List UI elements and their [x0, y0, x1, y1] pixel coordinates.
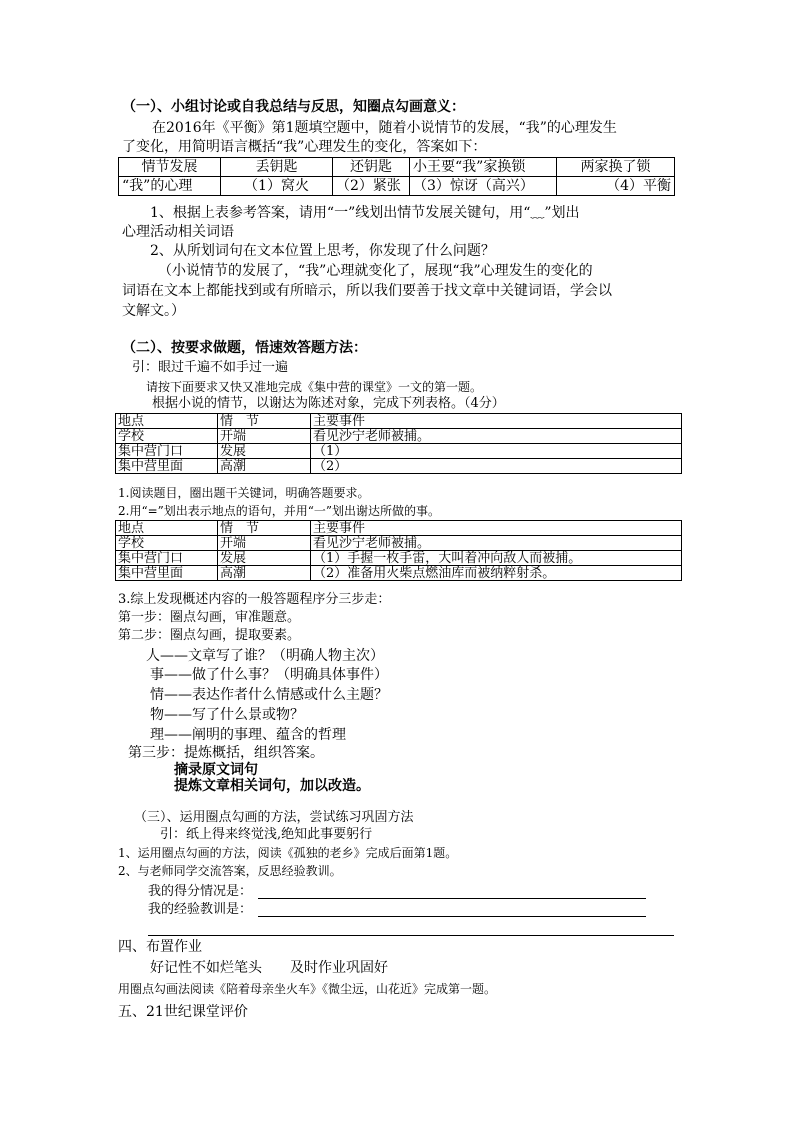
table-cell: （4）平衡: [557, 177, 675, 196]
table-cell: 学校: [116, 429, 218, 444]
step-three: 第三步：提炼概括，组织答案。: [128, 745, 324, 761]
homework-motto: 好记性不如烂笔头 及时作业巩固好: [150, 960, 388, 976]
step3-text: 3.综上发现概述内容的一般答题程序分三步走：: [118, 592, 391, 607]
answer-line1: （小说情节的发展了，“我”心理就变化了，展现“我”心理发生的变化的: [158, 263, 593, 279]
table-cell: （3）惊讶（高兴）: [410, 177, 557, 196]
table-cell: 发展: [218, 551, 311, 566]
question1-line1: 1、根据上表参考答案，请用“一”线划出情节发展关键句，用“﹏”划出: [150, 205, 580, 221]
table-cell: 发展: [218, 444, 311, 459]
table-row: [116, 459, 682, 474]
section5-heading: 五、21世纪课堂评价: [118, 1004, 248, 1020]
section3-item1: 1、运用圈点勾画的方法，阅读《孤独的老乡》完成后面第1题。: [118, 846, 458, 860]
table-cell: （2）准备用火柴点燃油库而被纳粹射杀。: [311, 566, 682, 581]
table-cell: 集中营门口: [116, 551, 218, 566]
psychology-table: [118, 157, 675, 196]
section2-instruction: 请按下面要求又快又准地完成《集中营的课堂》一文的第一题。: [146, 380, 483, 394]
table-cell: 集中营里面: [116, 566, 218, 581]
method-excerpt: 摘录原文词句: [174, 762, 258, 778]
table-cell: 集中营里面: [116, 459, 218, 474]
lesson-label: 我的经验教训是：: [148, 902, 253, 917]
table-row: [116, 444, 682, 459]
table-cell: 学校: [116, 536, 218, 551]
table-cell: （1）手握一枚手雷，大叫着冲向敌人而被捕。: [311, 551, 682, 566]
section1-intro-line2: 了变化，用简明语言概括“我”心理发生的变化，答案如下：: [122, 139, 487, 155]
question2: 2、从所划词句在文本位置上思考，你发现了什么问题？: [150, 243, 495, 259]
table-cell: 小王要“我”家换锁: [410, 158, 557, 177]
table-cell: 高潮: [218, 566, 311, 581]
table-cell: 主要事件: [311, 414, 682, 429]
table-row: [116, 566, 682, 581]
table-cell: 情节发展: [119, 158, 221, 177]
step-two: 第二步：圈点勾画，提取要素。: [118, 628, 301, 643]
table-cell: 高潮: [218, 459, 311, 474]
section2-task: 根据小说的情节，以谢达为陈述对象，完成下列表格。（4分）: [152, 396, 505, 411]
table-cell: 集中营门口: [116, 444, 218, 459]
table-cell: 情 节: [218, 414, 311, 429]
table-cell: 开端: [218, 429, 311, 444]
element-person: 人——文章写了谁？（明确人物主次）: [146, 648, 384, 664]
step1-text: 1.阅读题目，圈出题干关键词，明确答题要求。: [118, 486, 370, 500]
lesson-answer-line[interactable]: [258, 916, 646, 917]
section3-item2: 2、与老师同学交流答案，反思经验教训。: [118, 864, 342, 878]
table-cell: 看见沙宁老师被捕。: [311, 536, 682, 551]
element-reason: 理——阐明的事理、蕴含的哲理: [150, 727, 346, 743]
table-cell: 主要事件: [311, 521, 682, 536]
section1-heading: （一）、小组讨论或自我总结与反思，知圈点勾画意义：: [122, 99, 465, 115]
question1-line2: 心理活动相关词语: [122, 224, 234, 240]
table-cell: 两家换了锁: [557, 158, 675, 177]
table-row: [116, 429, 682, 444]
plot-table-blank: [115, 413, 682, 474]
answer-line2: 词语在文本上都能找到或有所暗示，所以我们要善于找文章中关键词语，学会以: [122, 283, 612, 299]
table-row: [116, 551, 682, 566]
table-row: [116, 414, 682, 429]
table-cell: （2）: [311, 459, 682, 474]
table-row: [116, 521, 682, 536]
table-cell: 还钥匙: [333, 158, 410, 177]
plot-table-answered: [115, 520, 682, 581]
step2-text: 2.用“=”划出表示地点的语句，并用“一”划出谢达所做的事。: [118, 504, 441, 518]
score-answer-line[interactable]: [258, 898, 646, 899]
table-row: [119, 158, 675, 177]
table-cell: 地点: [116, 414, 218, 429]
section1-intro-line1: 在2016年《平衡》第1题填空题中，随着小说情节的发展，“我”的心理发生: [152, 120, 617, 136]
table-cell: （2）紧张: [333, 177, 410, 196]
answer-line3: 文解文。）: [122, 303, 185, 319]
step-one: 第一步：圈点勾画，审准题意。: [118, 610, 301, 625]
table-cell: （1）窝火: [221, 177, 333, 196]
element-emotion: 情——表达作者什么情感或什么主题？: [150, 687, 388, 703]
element-event: 事——做了什么事？（明确具体事件）: [150, 667, 388, 683]
table-cell: 情 节: [218, 521, 311, 536]
section2-lead: 引：眼过千遍不如手过一遍: [132, 360, 289, 375]
table-cell: （1）: [311, 444, 682, 459]
table-row: [119, 177, 675, 196]
method-refine: 提炼文章相关词句，加以改造。: [174, 778, 370, 794]
table-cell: 地点: [116, 521, 218, 536]
table-cell: 看见沙宁老师被捕。: [311, 429, 682, 444]
table-cell: “我”的心理: [119, 177, 221, 196]
extra-answer-line[interactable]: [148, 935, 674, 936]
element-object: 物——写了什么景或物？: [150, 707, 304, 723]
section3-lead: 引：纸上得来终觉浅,绝知此事要躬行: [160, 827, 373, 842]
section3-heading: （三）、运用圈点勾画的方法，尝试练习巩固方法: [134, 810, 414, 825]
homework-task: 用圈点勾画法阅读《陪着母亲坐火车》《微尘远，山花近》完成第一题。: [118, 982, 497, 996]
table-cell: 丢钥匙: [221, 158, 333, 177]
section2-heading: （二）、按要求做题，悟速效答题方法：: [122, 340, 367, 356]
table-cell: 开端: [218, 536, 311, 551]
table-row: [116, 536, 682, 551]
score-label: 我的得分情况是：: [148, 884, 253, 899]
section4-heading: 四、布置作业: [118, 939, 202, 955]
